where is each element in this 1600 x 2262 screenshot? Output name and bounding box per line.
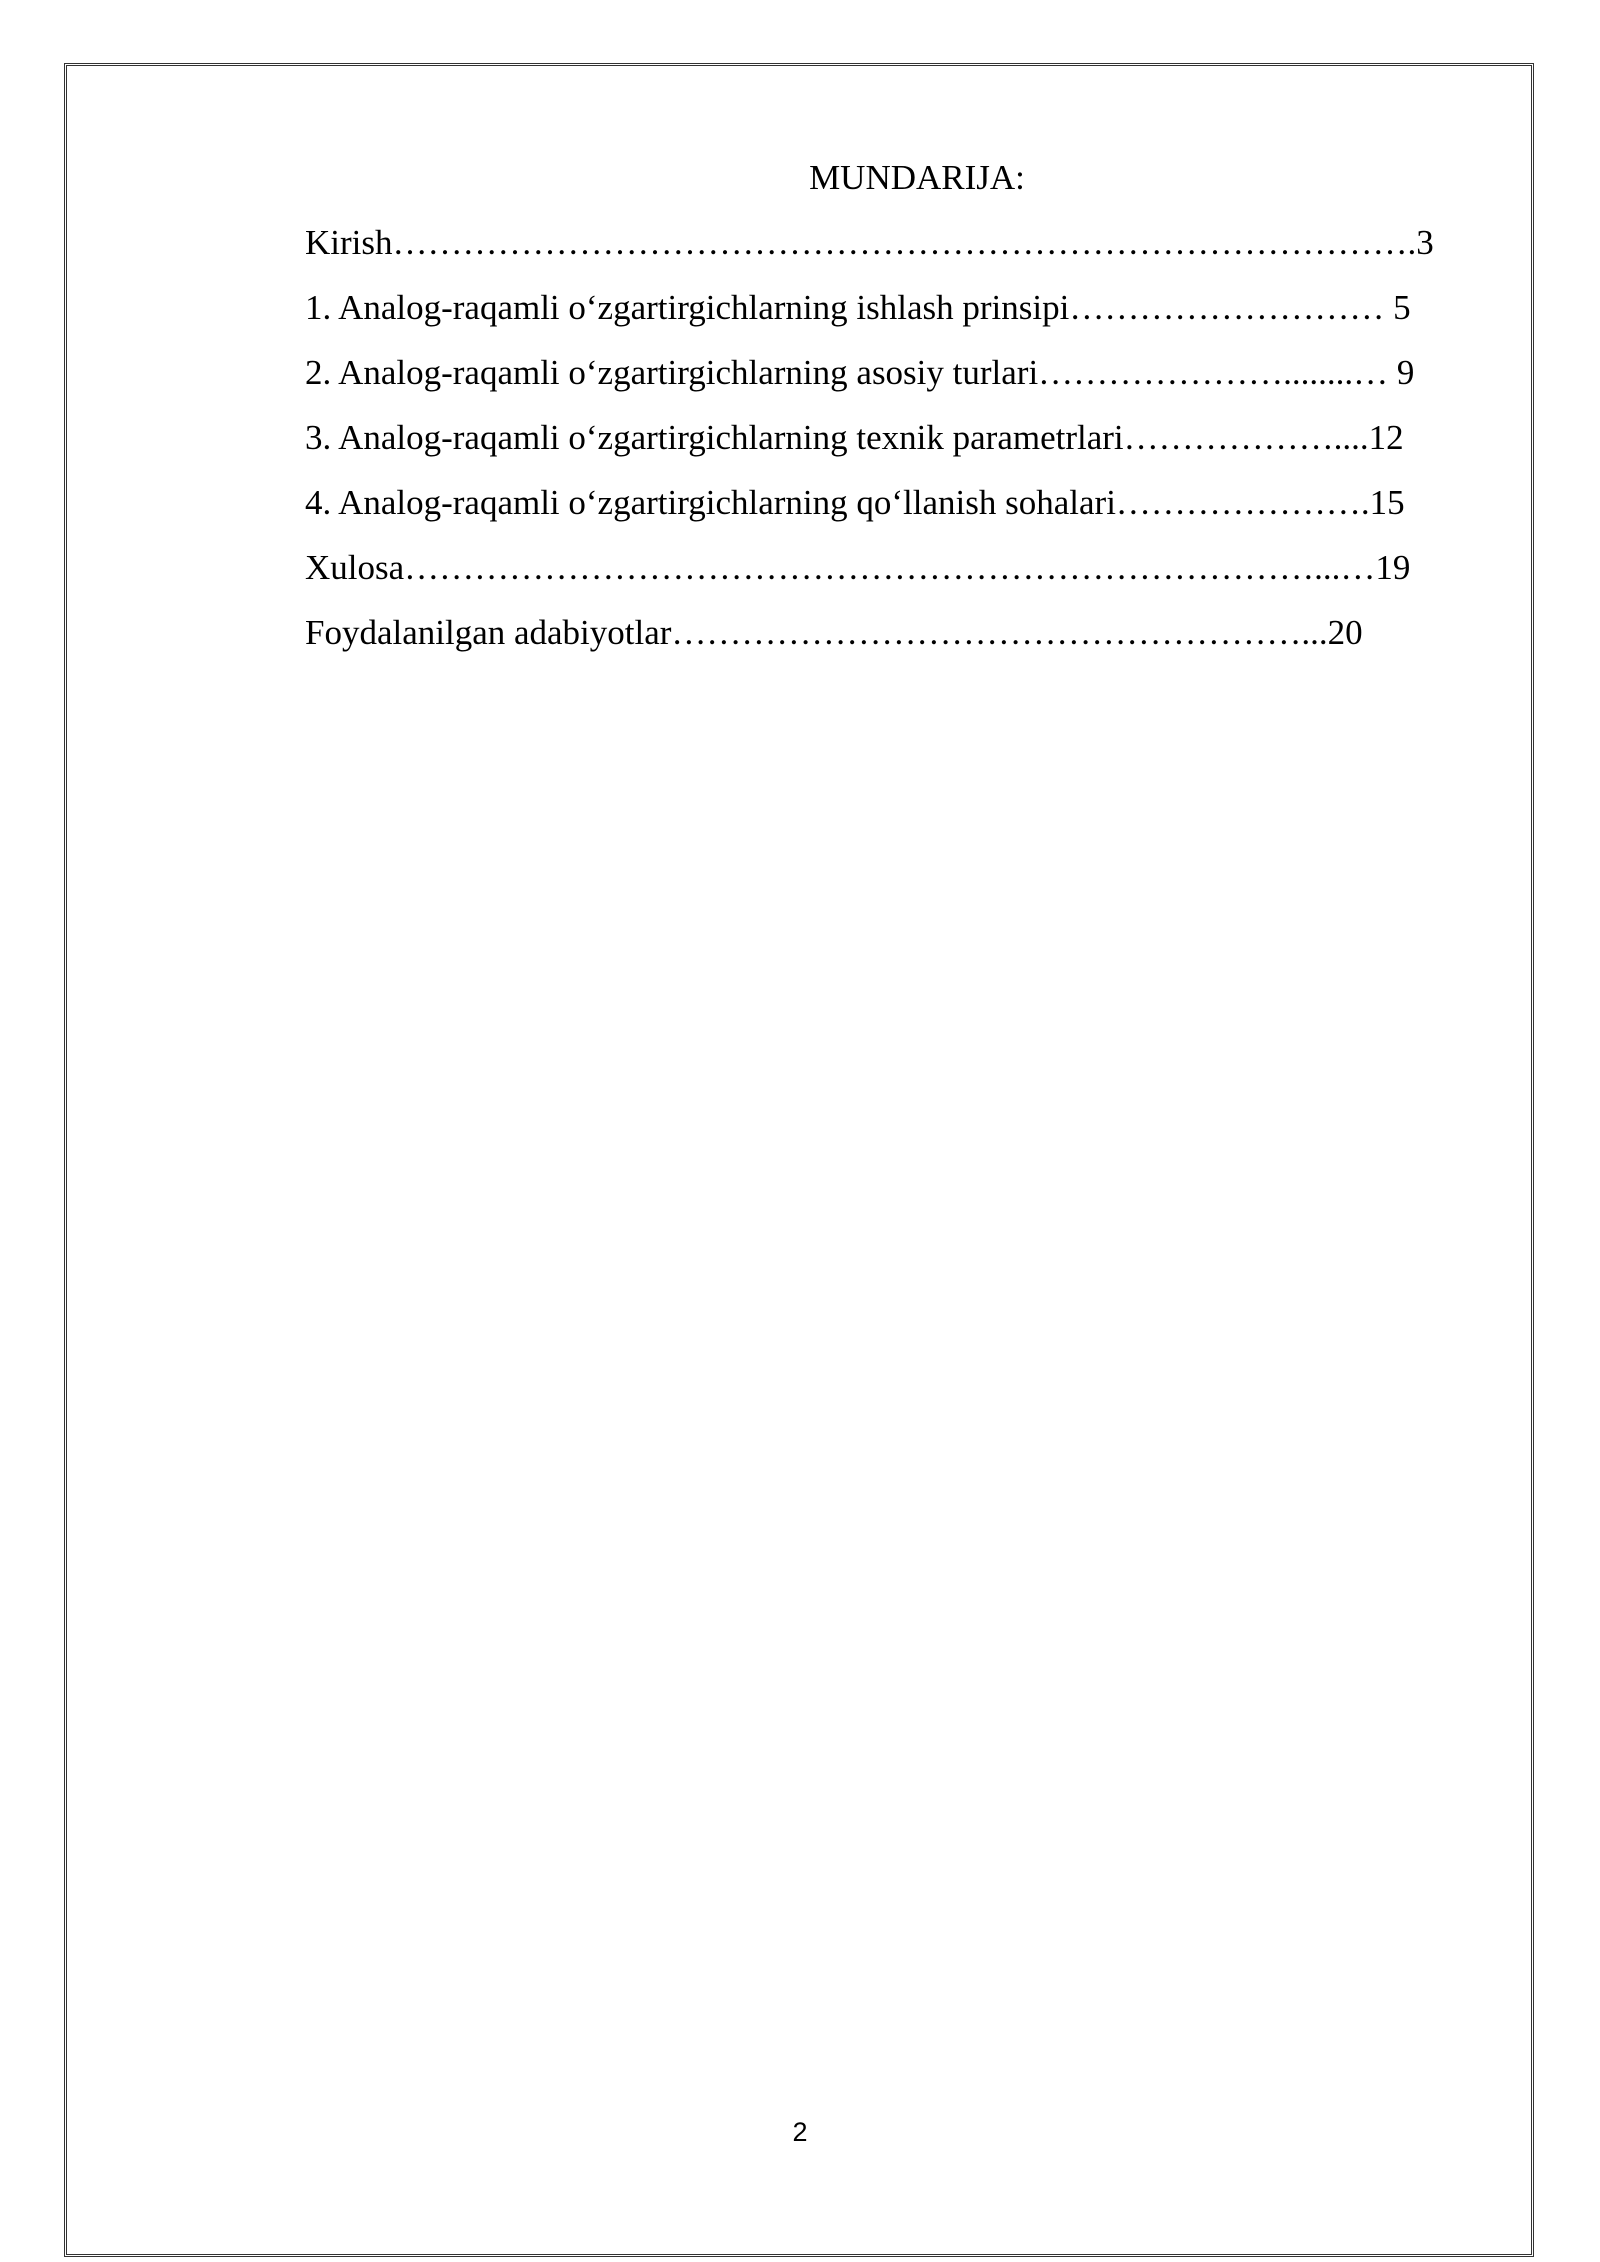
toc-entry-chapter-4: 4. Analog-raqamli o‘zgartirgichlarning qo‘llanish sohalari………………….15: [305, 483, 1405, 522]
toc-entry-introduction: Kirish…………………………………………………………………………….3: [305, 223, 1434, 262]
toc-entry-chapter-3: 3. Analog-raqamli o‘zgartirgichlarning texnik parametrlari………………....12: [305, 418, 1404, 457]
toc-entry-references: Foydalanilgan adabiyotlar………………………………………………...20: [305, 613, 1363, 652]
table-of-contents: [228, 145, 1486, 665]
toc-entry-chapter-1: 1. Analog-raqamli o‘zgartirgichlarning ishlash prinsipi……………………… 5: [305, 288, 1411, 327]
toc-entry-chapter-2: 2. Analog-raqamli o‘zgartirgichlarning asosiy turlari…………………........… 9: [305, 353, 1415, 392]
page-number: 2: [792, 2117, 808, 2147]
toc-title: MUNDARIJA:: [809, 158, 1025, 197]
toc-entry-conclusion: Xulosa……………………………………………………………………...…19: [305, 548, 1411, 587]
